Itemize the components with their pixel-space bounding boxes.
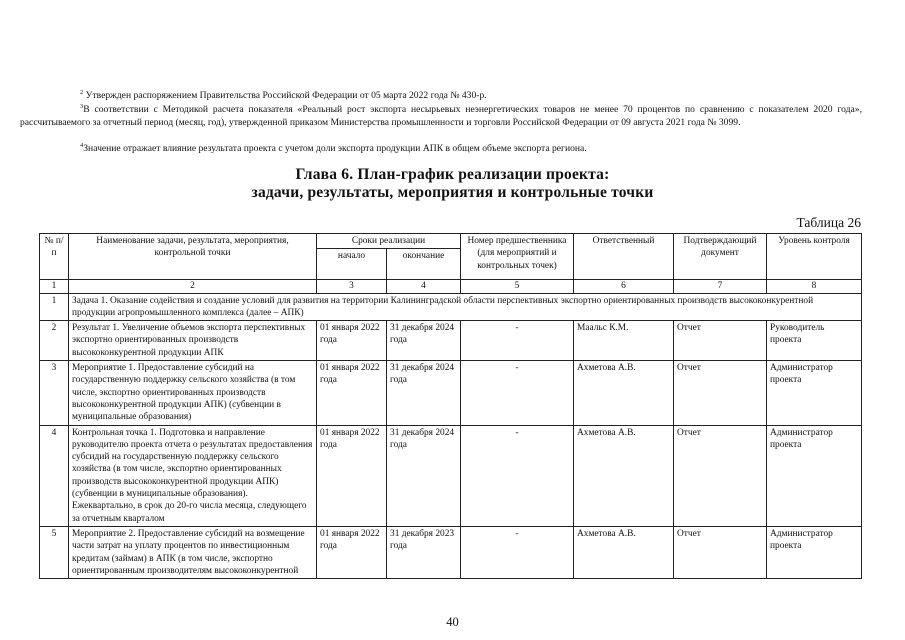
row-control: Администратор проекта bbox=[767, 361, 862, 425]
header-terms: Сроки реализации bbox=[317, 234, 461, 249]
index-cell: 2 bbox=[69, 280, 317, 293]
row-number: 5 bbox=[40, 526, 69, 578]
footnote-text: Утвержден распоряжением Правительства Российской Федерации от 05 марта 2022 года № 430-р. bbox=[85, 90, 487, 101]
row-name: Результат 1. Увеличение объемов экспорта перспективных экспортно ориентированных производств высококонкурентной продукции АПК bbox=[69, 321, 317, 361]
row-number: 4 bbox=[40, 425, 69, 526]
header-predecessor: Номер предшественника (для мероприятий и контрольных точек) bbox=[461, 234, 574, 280]
task-row bbox=[40, 293, 862, 321]
row-control: Администратор проекта bbox=[767, 425, 862, 526]
table-row bbox=[40, 361, 862, 425]
index-cell: 3 bbox=[317, 280, 387, 293]
row-start: 01 января 2022 года bbox=[317, 321, 387, 361]
plan-schedule-table bbox=[39, 233, 862, 579]
table-row bbox=[40, 526, 862, 578]
table-row bbox=[40, 321, 862, 361]
header-document: Подтверждающий документ bbox=[674, 234, 767, 280]
row-document: Отчет bbox=[674, 425, 767, 526]
footnote-mark: 2 bbox=[80, 89, 84, 96]
row-control: Администратор проекта bbox=[767, 526, 862, 578]
row-responsible: Ахметова А.В. bbox=[574, 526, 674, 578]
row-number: 3 bbox=[40, 361, 69, 425]
page-number: 40 bbox=[446, 615, 459, 629]
header-start: начало bbox=[317, 249, 387, 280]
row-control: Руководитель проекта bbox=[767, 321, 862, 361]
column-index-row bbox=[40, 280, 862, 293]
chapter-subheading: задачи, результаты, мероприятия и контрольные точки bbox=[251, 184, 654, 201]
footnote-2 bbox=[20, 90, 862, 103]
row-name: Контрольная точка 1. Подготовка и направление руководителю проекта отчета о результатах предоставления субсидий на государственную поддержку сельского хозяйства (в том числе, экспортно ориентированных производств высококонкурентной продукции АПК) (субвенции в муниципальные образования). Ежеквартально, в срок до 20-го числа месяца, следующего за отчетным кварталом bbox=[69, 425, 317, 526]
row-name: Мероприятие 2. Предоставление субсидий на возмещение части затрат на уплату процентов по инвестиционным кредитам (займам) в АПК (в том числе, экспортно ориентированным производителям высококонкурентной bbox=[69, 526, 317, 578]
row-responsible: Ахметова А.В. bbox=[574, 361, 674, 425]
row-number: 1 bbox=[40, 293, 69, 321]
row-end: 31 декабря 2024 года bbox=[387, 361, 461, 425]
index-cell: 6 bbox=[574, 280, 674, 293]
header-name: Наименование задачи, результата, мероприятия, контрольной точки bbox=[69, 234, 317, 280]
header-row bbox=[40, 234, 862, 249]
table-row bbox=[40, 425, 862, 526]
index-cell: 7 bbox=[674, 280, 767, 293]
row-predecessor: - bbox=[461, 361, 574, 425]
footnote-text: Значение отражает влияние результата проекта с учетом доли экспорта продукции АПК в общем объеме экспорта региона. bbox=[83, 143, 587, 154]
row-predecessor: - bbox=[461, 321, 574, 361]
index-cell: 4 bbox=[387, 280, 461, 293]
row-start: 01 января 2022 года bbox=[317, 361, 387, 425]
table-label: Таблица 26 bbox=[796, 215, 861, 230]
footnote-mark: 3 bbox=[80, 103, 84, 110]
footnote-3 bbox=[20, 104, 862, 129]
row-start: 01 января 2022 года bbox=[317, 425, 387, 526]
header-control: Уровень контроля bbox=[767, 234, 862, 280]
row-document: Отчет bbox=[674, 361, 767, 425]
index-cell: 5 bbox=[461, 280, 574, 293]
index-cell: 8 bbox=[767, 280, 862, 293]
row-document: Отчет bbox=[674, 321, 767, 361]
row-end: 31 декабря 2024 года bbox=[387, 321, 461, 361]
row-predecessor: - bbox=[461, 425, 574, 526]
row-document: Отчет bbox=[674, 526, 767, 578]
header-end: окончание bbox=[387, 249, 461, 280]
index-cell: 1 bbox=[40, 280, 69, 293]
row-name: Мероприятие 1. Предоставление субсидий на государственную поддержку сельского хозяйства (в том числе, экспортно ориентированных производств высококонкурентной продукции АПК) (субвенции в муниципальные образования) bbox=[69, 361, 317, 425]
row-responsible: Ахметова А.В. bbox=[574, 425, 674, 526]
row-responsible: Маальс К.М. bbox=[574, 321, 674, 361]
footnote-text: В соответствии с Методикой расчета показателя «Реальный рост экспорта несырьевых неэнергетических товаров не менее 70 процентов по сравнению с показателем 2020 года», рассчитываемого за отчетный период (месяц, год), утвержденной приказом Министерства промышленности и торговли Российской Федерации от 09 августа 2021 года № 3099. bbox=[20, 104, 862, 128]
row-predecessor: - bbox=[461, 526, 574, 578]
footnote-mark: 4 bbox=[80, 142, 84, 149]
footnote-4 bbox=[20, 143, 862, 156]
header-num: № п/п bbox=[40, 234, 69, 280]
row-number: 2 bbox=[40, 321, 69, 361]
row-start: 01 января 2022 года bbox=[317, 526, 387, 578]
row-end: 31 декабря 2023 года bbox=[387, 526, 461, 578]
header-responsible: Ответственный bbox=[574, 234, 674, 280]
chapter-heading: Глава 6. План-график реализации проекта: bbox=[295, 166, 610, 183]
row-end: 31 декабря 2024 года bbox=[387, 425, 461, 526]
task-text: Задача 1. Оказание содействия и создание условий для развития на территории Калининградской области перспективных экспортно ориентированных производств высококонкурентной продукции агропромышленного комплекса (далее – АПК) bbox=[69, 293, 862, 321]
